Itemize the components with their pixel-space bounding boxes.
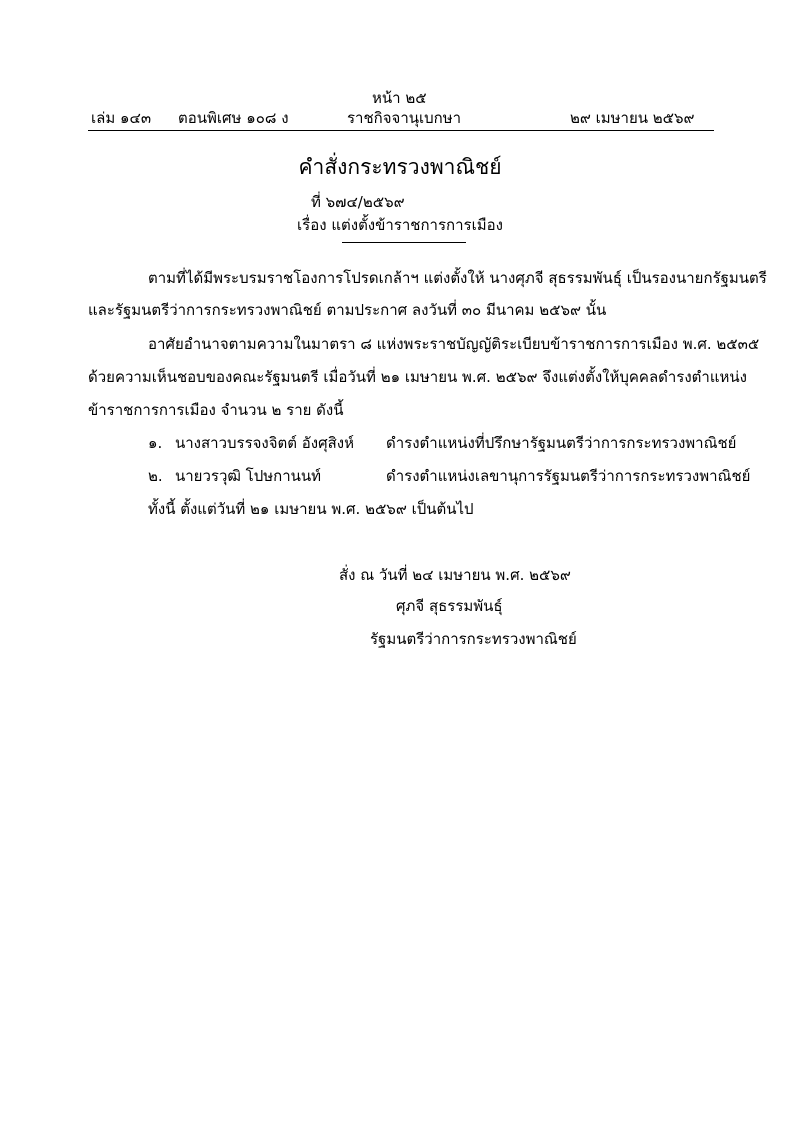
- volume-number: เล่ม ๑๔๓: [91, 109, 152, 127]
- title-rule: [342, 242, 466, 243]
- order-subject: เรื่อง แต่งตั้งข้าราชการการเมือง: [297, 216, 503, 234]
- appointee-1-name: นางสาวบรรจงจิตต์ อังศุสิงห์: [175, 434, 355, 452]
- header-rule: [88, 130, 714, 131]
- signatory-title: รัฐมนตรีว่าการกระทรวงพาณิชย์: [370, 630, 577, 648]
- appointee-2-name: นายวรวุฒิ โปษกานนท์: [175, 467, 322, 485]
- appointee-1-position: ดำรงตำแหน่งที่ปรึกษารัฐมนตรีว่าการกระทรวงพาณิชย์: [386, 434, 737, 452]
- signing-date: สั่ง ณ วันที่ ๒๔ เมษายน พ.ศ. ๒๕๖๙: [339, 566, 571, 584]
- section-number: ตอนพิเศษ ๑๐๘ ง: [178, 109, 289, 127]
- appointee-2-position: ดำรงตำแหน่งเลขานุการรัฐมนตรีว่าการกระทรวงพาณิชย์: [386, 467, 751, 485]
- paragraph-1-line-2: และรัฐมนตรีว่าการกระทรวงพาณิชย์ ตามประกาศ ลงวันที่ ๓๐ มีนาคม ๒๕๖๙ นั้น: [88, 301, 607, 319]
- appointee-1-number: ๑.: [148, 434, 163, 452]
- page-number: หน้า ๒๕: [372, 89, 427, 107]
- order-number: ที่ ๖๗๔/๒๕๖๙: [311, 193, 405, 211]
- paragraph-2-line-2: ด้วยความเห็นชอบของคณะรัฐมนตรี เมื่อวันที่ ๒๑ เมษายน พ.ศ. ๒๕๖๙ จึงแต่งตั้งให้บุคคลดำรงตำแหน่ง: [88, 368, 747, 386]
- paragraph-2-line-3: ข้าราชการการเมือง จำนวน ๒ ราย ดังนี้: [88, 401, 344, 419]
- order-title: คำสั่งกระทรวงพาณิชย์: [298, 155, 502, 179]
- effective-date-line: ทั้งนี้ ตั้งแต่วันที่ ๒๑ เมษายน พ.ศ. ๒๕๖๙ เป็นต้นไป: [148, 500, 474, 518]
- paragraph-1-line-1: ตามที่ได้มีพระบรมราชโองการโปรดเกล้าฯ แต่งตั้งให้ นางศุภจี สุธรรมพันธุ์ เป็นรองนายกรัฐมนตรี: [148, 269, 767, 287]
- paragraph-2-line-1: อาศัยอำนาจตามความในมาตรา ๘ แห่งพระราชบัญญัติระเบียบข้าราชการการเมือง พ.ศ. ๒๕๓๕: [148, 335, 760, 353]
- publication-date: ๒๙ เมษายน ๒๕๖๙: [570, 109, 695, 127]
- appointee-2-number: ๒.: [148, 467, 163, 485]
- signatory-name: ศุภจี สุธรรมพันธุ์: [396, 597, 503, 615]
- gazette-name: ราชกิจจานุเบกษา: [347, 109, 462, 127]
